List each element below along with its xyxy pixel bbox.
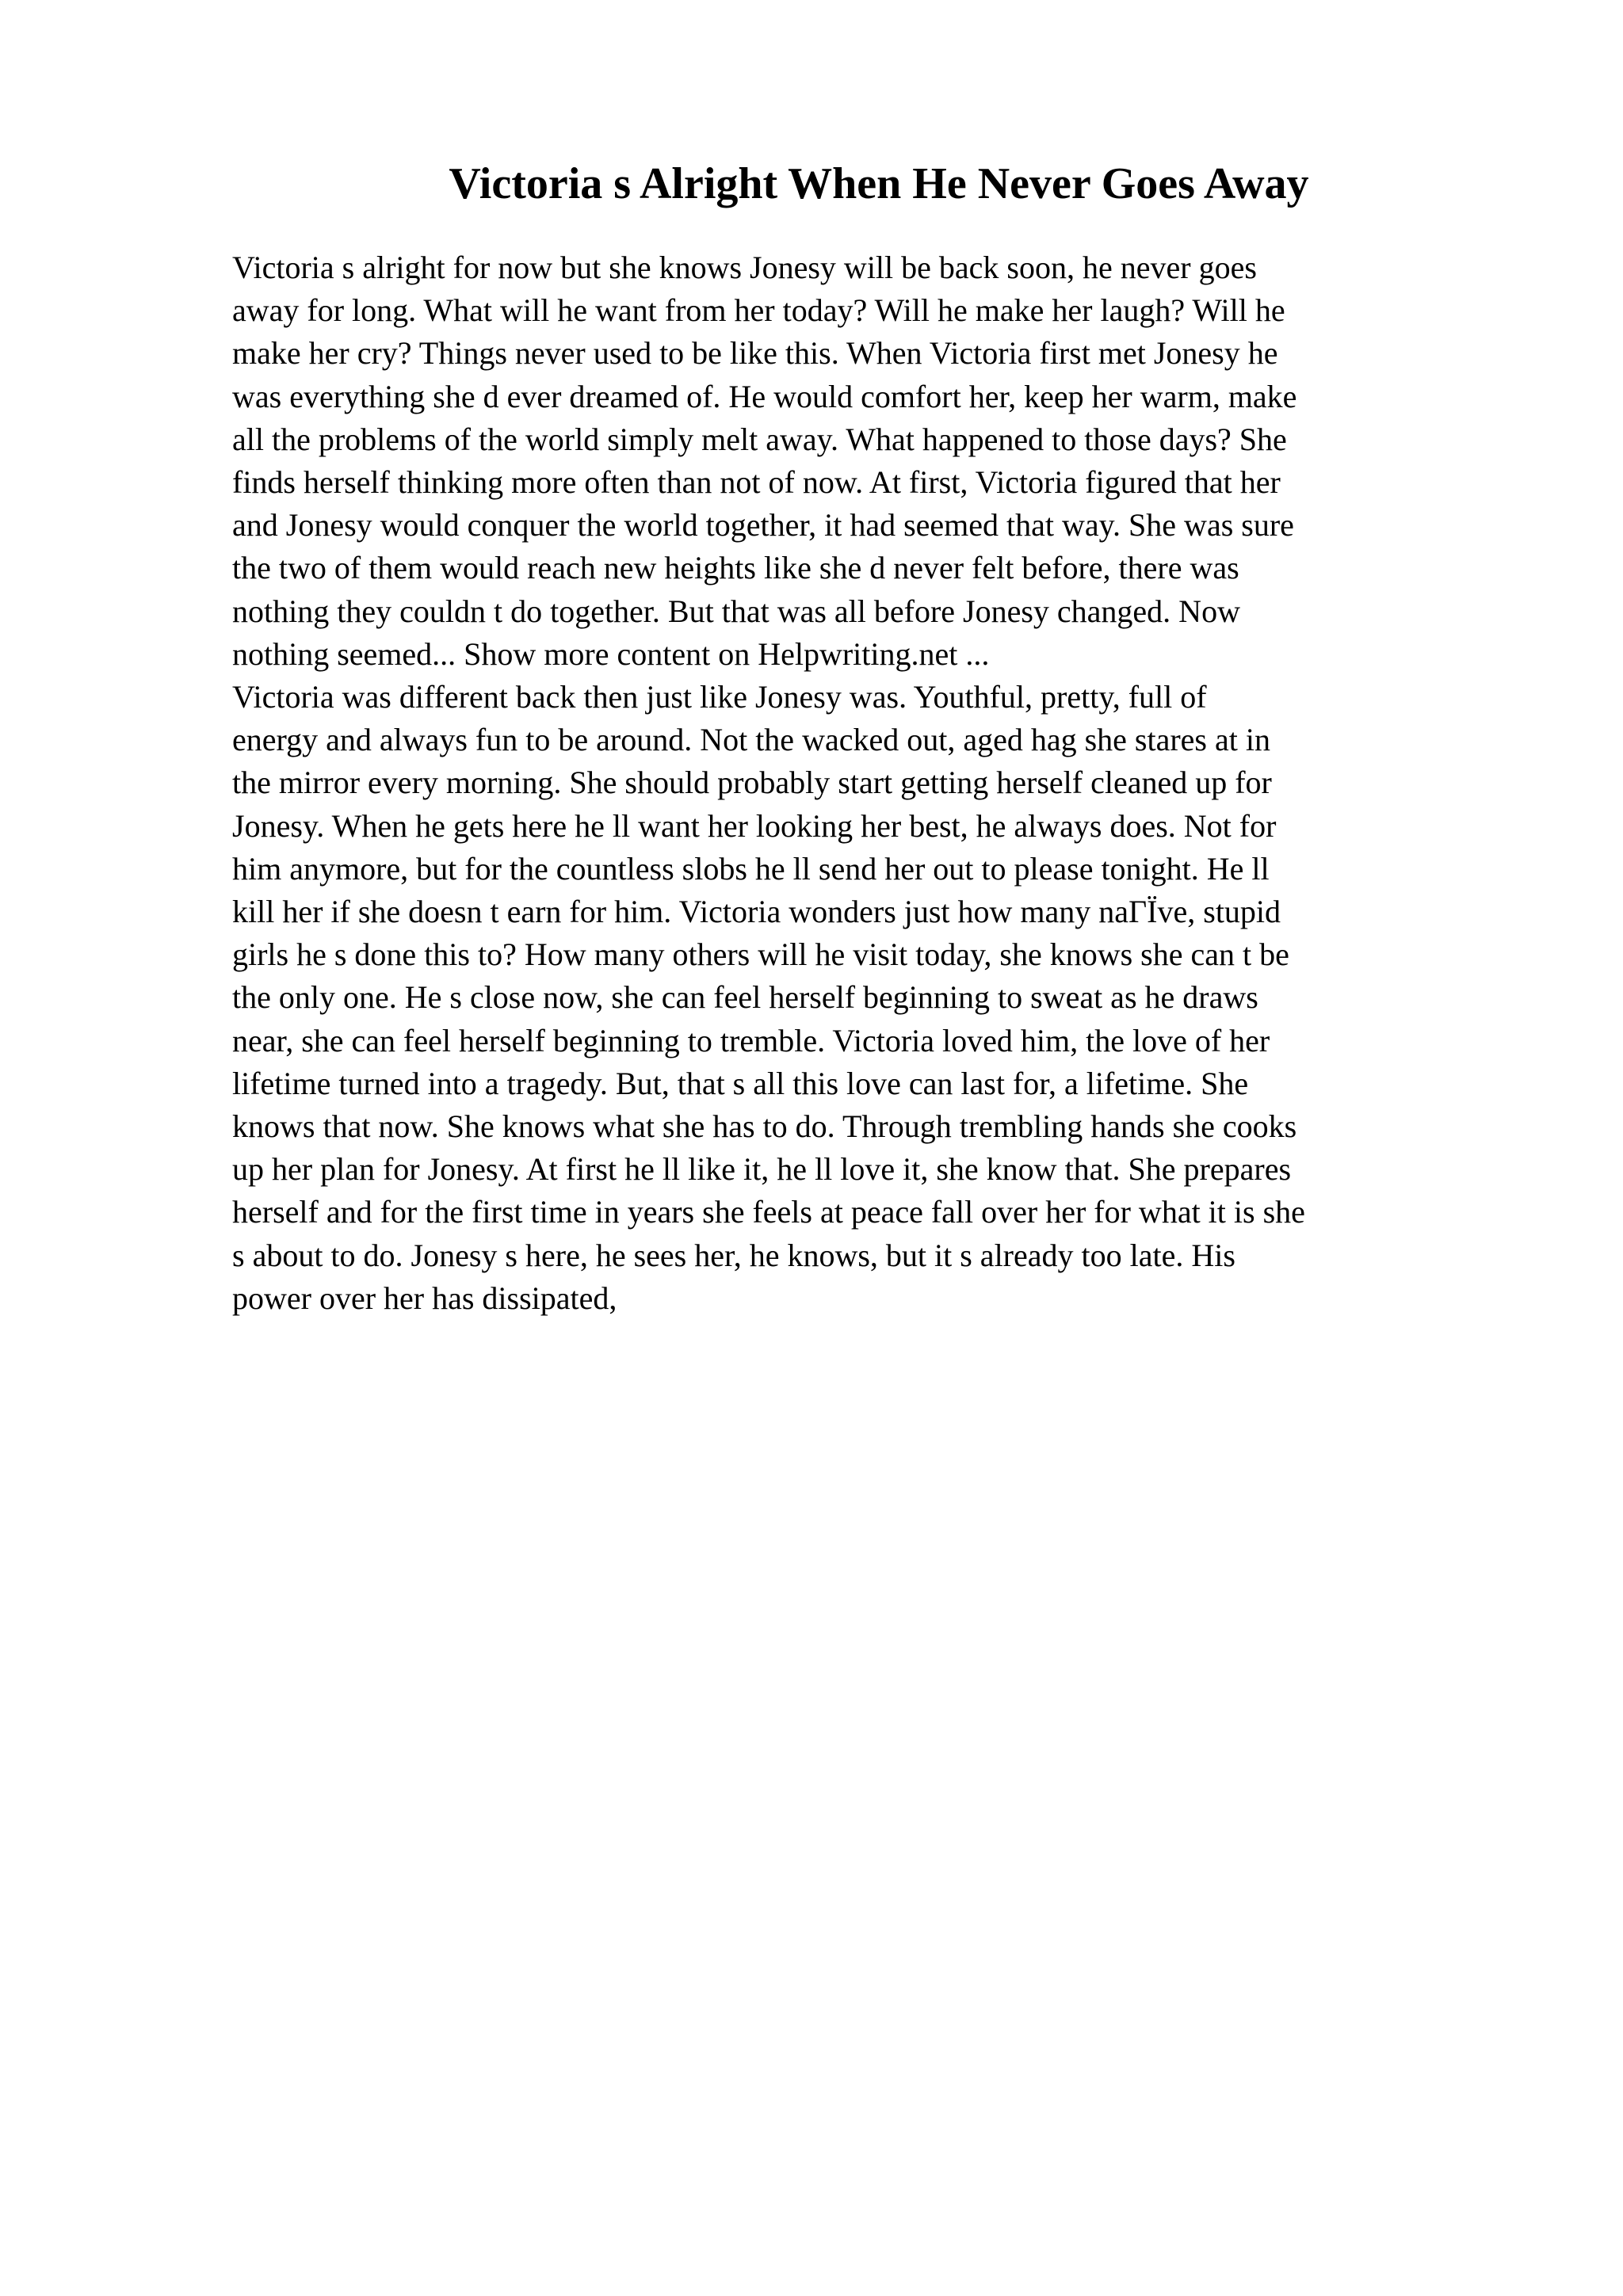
body-line: up her plan for Jonesy. At first he ll like it, he ll love it, she know that. She prepares — [232, 1151, 1292, 1188]
body-line: girls he s done this to? How many others will he visit today, she knows she can t be — [232, 936, 1289, 973]
body-line: energy and always fun to be around. Not the wacked out, aged hag she stares at in — [232, 722, 1270, 758]
body-line: nothing seemed... Show more content on Helpwriting.net ... — [232, 635, 990, 672]
body-line: the mirror every morning. She should probably start getting herself cleaned up for — [232, 765, 1272, 801]
body-line: make her cry? Things never used to be like this. When Victoria first met Jonesy he — [232, 335, 1278, 372]
body-line: Victoria was different back then just like Jonesy was. Youthful, pretty, full of — [232, 679, 1207, 715]
body-line: nothing they couldn t do together. But that was all before Jonesy changed. Now — [232, 593, 1240, 629]
body-line: kill her if she doesn t earn for him. Victoria wonders just how many naΓЇve, stupid — [232, 894, 1281, 930]
document-body — [232, 246, 1500, 1320]
body-line: and Jonesy would conquer the world together, it had seemed that way. She was sure — [232, 507, 1294, 543]
body-line: away for long. What will he want from her today? Will he make her laugh? Will he — [232, 292, 1285, 329]
document-title: Victoria s Alright When He Never Goes Away — [449, 159, 1309, 208]
body-line: near, she can feel herself beginning to tremble. Victoria loved him, the love of her — [232, 1022, 1270, 1058]
body-line: all the problems of the world simply melt away. What happened to those days? She — [232, 421, 1287, 457]
body-line: the two of them would reach new heights like she d never felt before, there was — [232, 550, 1239, 586]
body-line: him anymore, but for the countless slobs he ll send her out to please tonight. He ll — [232, 850, 1270, 887]
body-line: s about to do. Jonesy s here, he sees her, he knows, but it s already too late. His — [232, 1237, 1235, 1273]
body-line: power over her has dissipated, — [232, 1280, 617, 1316]
body-line: knows that now. She knows what she has to do. Through trembling hands she cooks — [232, 1108, 1297, 1145]
body-line: Jonesy. When he gets here he ll want her looking her best, he always does. Not for — [232, 807, 1277, 844]
body-line: herself and for the first time in years she feels at peace fall over her for what it is she — [232, 1194, 1305, 1230]
body-line: was everything she d ever dreamed of. He would comfort her, keep her warm, make — [232, 378, 1297, 414]
body-line: lifetime turned into a tragedy. But, that s all this love can last for, a lifetime. She — [232, 1065, 1249, 1101]
body-line: finds herself thinking more often than not of now. At first, Victoria figured that her — [232, 464, 1281, 501]
body-line: Victoria s alright for now but she knows Jonesy will be back soon, he never goes — [232, 250, 1257, 285]
body-line: the only one. He s close now, she can feel herself beginning to sweat as he draws — [232, 979, 1258, 1016]
